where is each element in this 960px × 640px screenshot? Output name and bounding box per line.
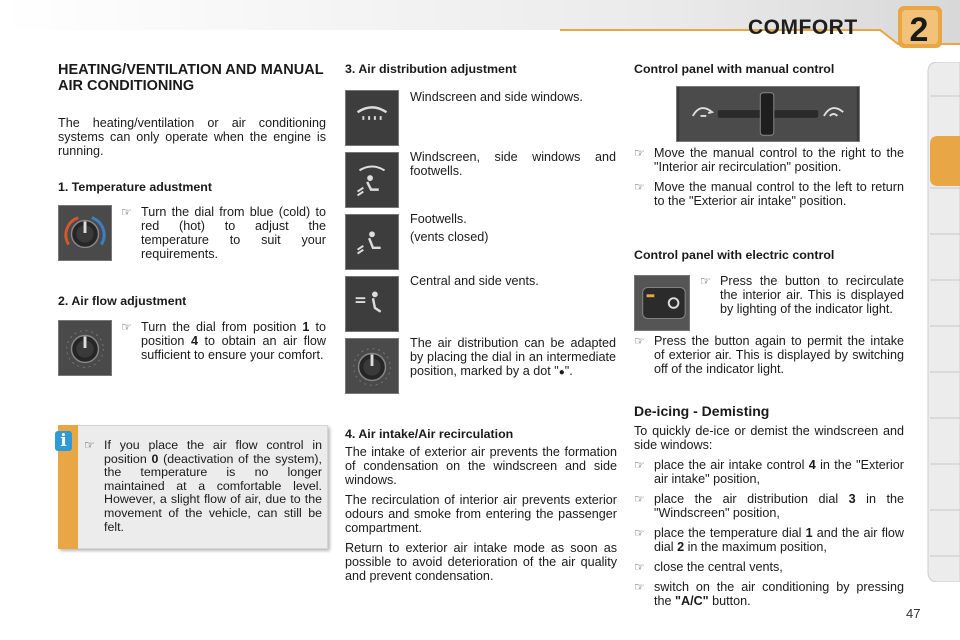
airflow-heading: 2. Air flow adjustment (58, 294, 187, 308)
pointing-hand-icon: ☞ (634, 146, 645, 160)
air-intake-paragraph-3: Return to exterior air intake mode as soon as possible to avoid deterioration of the air quality and prevent condensation. (345, 541, 617, 583)
deicing-intro: To quickly de-ice or demist the windscreen and side windows: (634, 424, 904, 452)
electric-instruction-press: ☞ Press the button to recirculate the interior air. This is displayed by lighting of the indicator light. (700, 274, 904, 316)
pointing-hand-icon: ☞ (634, 560, 645, 574)
distribution-intermediate: The air distribution can be adapted by placing the dial in an intermediate position, marked by a dot "●". (410, 336, 616, 378)
deicing-step-ac: ☞ switch on the air conditioning by pressing the "A/C" button. (634, 580, 904, 608)
info-icon: i (55, 431, 72, 451)
deicing-section (634, 403, 904, 614)
pointing-hand-icon: ☞ (634, 180, 645, 194)
electric-instruction-again: ☞ Press the button again to permit the intake of exterior air. This is displayed by switching off of the indicator light. (634, 334, 904, 376)
manual-instruction-right: ☞ Move the manual control to the right to the "Interior air recirculation" position. (634, 146, 904, 174)
air-intake-paragraph-1: The intake of exterior air prevents the formation of condensation on the windscreen and side windows. (345, 445, 617, 487)
footwell-icon (345, 214, 399, 270)
temperature-dial-image (58, 205, 112, 261)
distribution-heading: 3. Air distribution adjustment (345, 62, 517, 76)
distribution-footwells: Footwells. (vents closed) (410, 212, 489, 244)
temperature-heading: 1. Temperature adustment (58, 180, 213, 194)
air-intake-heading: 4. Air intake/Air recirculation (345, 427, 514, 441)
pointing-hand-icon: ☞ (634, 458, 645, 472)
chapter-title: COMFORT (748, 16, 858, 39)
distribution-windscreen: Windscreen and side windows. (410, 90, 583, 104)
pointing-hand-icon: ☞ (634, 492, 645, 506)
pointing-hand-icon: ☞ (634, 526, 645, 540)
air-intake-section (345, 427, 617, 589)
distribution-central-vents: Central and side vents. (410, 274, 539, 288)
chapter-tabs (926, 62, 960, 582)
info-text: ☞ If you place the air flow control in position 0 (deactivation of the system), the temperature is no longer maintained at a comfortable level. However, a slight flow of air, due to the movement of the vehicle, can still be felt. (84, 438, 322, 534)
pointing-hand-icon: ☞ (634, 580, 645, 594)
chapter-number: 2 (909, 11, 929, 49)
windscreen-icon (345, 90, 399, 146)
manual-slider-image (676, 86, 860, 142)
pointing-hand-icon: ☞ (700, 274, 711, 288)
distribution-windscreen-footwells: Windscreen, side windows and footwells. (410, 150, 616, 178)
column-heating (58, 62, 326, 94)
page-number: 47 (906, 606, 921, 621)
temperature-instruction: ☞ Turn the dial from blue (cold) to red (hot) to adjust the temperature to suit your requirements. (121, 205, 326, 261)
pointing-hand-icon: ☞ (121, 320, 132, 334)
deicing-step-intake: ☞ place the air intake control 4 in the "Exterior air intake" position, (634, 458, 904, 486)
windscreen-footwell-icon (345, 152, 399, 208)
pointing-hand-icon: ☞ (121, 205, 132, 219)
deicing-heading: De-icing - Demisting (634, 403, 770, 419)
page-header (0, 0, 960, 50)
deicing-step-distribution: ☞ place the air distribution dial 3 in the "Windscreen" position, (634, 492, 904, 520)
recirculation-button-image (634, 275, 690, 331)
deicing-step-vents: ☞ close the central vents, (634, 560, 783, 574)
pointing-hand-icon: ☞ (84, 438, 95, 452)
manual-instruction-left: ☞ Move the manual control to the left to return to the "Exterior air intake" position. (634, 180, 904, 208)
section-title: HEATING/VENTILATION AND MANUAL AIR CONDITIONING (58, 62, 324, 94)
airflow-dial-image (58, 320, 112, 376)
deicing-step-temperature: ☞ place the temperature dial 1 and the air flow dial 2 in the maximum position, (634, 526, 904, 554)
electric-control-heading: Control panel with electric control (634, 248, 835, 262)
central-vents-icon (345, 276, 399, 332)
airflow-instruction: ☞ Turn the dial from position 1 to position 4 to obtain an air flow sufficient to ensure your comfort. (121, 320, 326, 362)
distribution-dial-image (345, 338, 399, 394)
intro-text (58, 116, 326, 164)
manual-control-heading: Control panel with manual control (634, 62, 835, 76)
pointing-hand-icon: ☞ (634, 334, 645, 348)
intro-paragraph: The heating/ventilation or air conditioning systems can only operate when the engine is running. (58, 116, 326, 158)
air-intake-paragraph-2: The recirculation of interior air prevents exterior odours and smoke from entering the passenger compartment. (345, 493, 617, 535)
